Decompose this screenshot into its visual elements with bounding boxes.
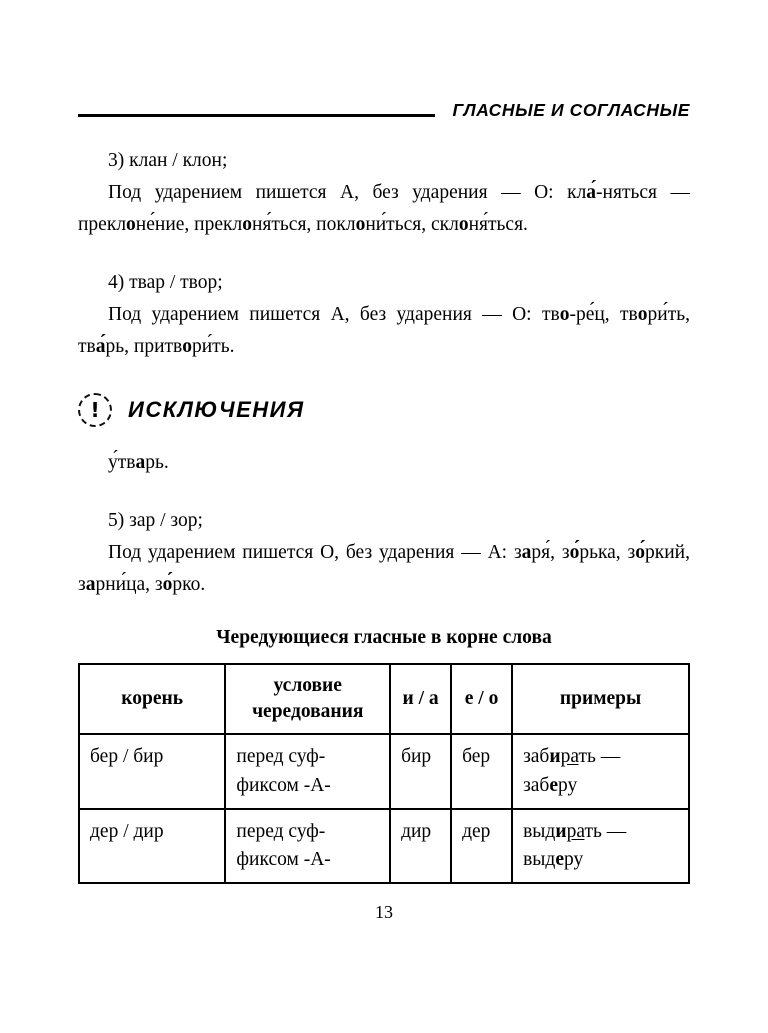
table-cell-condition: перед суф-фиксом -А- (225, 809, 390, 884)
page-number: 13 (375, 902, 393, 923)
table-cell-i-a: бир (390, 734, 451, 809)
table-header-e-o: е / о (451, 664, 512, 735)
table-cell-examples: выдирать — выдеру (512, 809, 689, 884)
exceptions-heading: ИСКЛЮЧЕНИЯ (128, 396, 305, 422)
table-header-condition: условие чередования (225, 664, 390, 735)
item-5-body: Под ударением пишется О, без ударения — А: заря́, зо́рька, зо́ркий, зарни́ца, зо́рко. (78, 541, 690, 595)
item-3-label: 3) клан / клон; (108, 150, 228, 171)
table-header-i-a: и / а (390, 664, 451, 735)
table-cell-examples: забирать — заберу (512, 734, 689, 809)
table-header-root: корень (79, 664, 225, 735)
table-cell-condition: перед суф-фиксом -А- (225, 734, 390, 809)
table-cell-root: бер / бир (79, 734, 225, 809)
exceptions-callout (78, 393, 690, 427)
table-title: Чередующиеся гласные в корне слова (216, 626, 552, 648)
table-cell-e-o: бер (451, 734, 512, 809)
table-header-row (79, 664, 689, 735)
item-4-body: Под ударением пишется А, без ударения — О: тво-ре́ц, твори́ть, тва́рь, притвори́ть. (78, 303, 690, 357)
table-cell-e-o: дер (451, 809, 512, 884)
alternating-vowels-table (78, 663, 690, 885)
table-row (79, 809, 689, 884)
exclamation-icon (78, 393, 112, 427)
table-cell-i-a: дир (390, 809, 451, 884)
table-row (79, 734, 689, 809)
table-header-examples: примеры (512, 664, 689, 735)
page-header-title: ГЛАСНЫЕ И СОГЛАСНЫЕ (452, 100, 690, 120)
item-5-label: 5) зар / зор; (108, 509, 203, 531)
item-3-body: Под ударением пишется А, без ударения — О: кла́-няться — преклоне́ние, преклоня́ться, поклони́ться, склоня́ться. (78, 181, 690, 235)
exceptions-word: у́тварь. (108, 451, 169, 473)
exclamation-glyph: ! (90, 397, 100, 422)
table-cell-root: дер / дир (79, 809, 225, 884)
item-4-label: 4) твар / твор; (108, 271, 223, 293)
header-rule (78, 114, 435, 117)
page-header (78, 100, 690, 121)
